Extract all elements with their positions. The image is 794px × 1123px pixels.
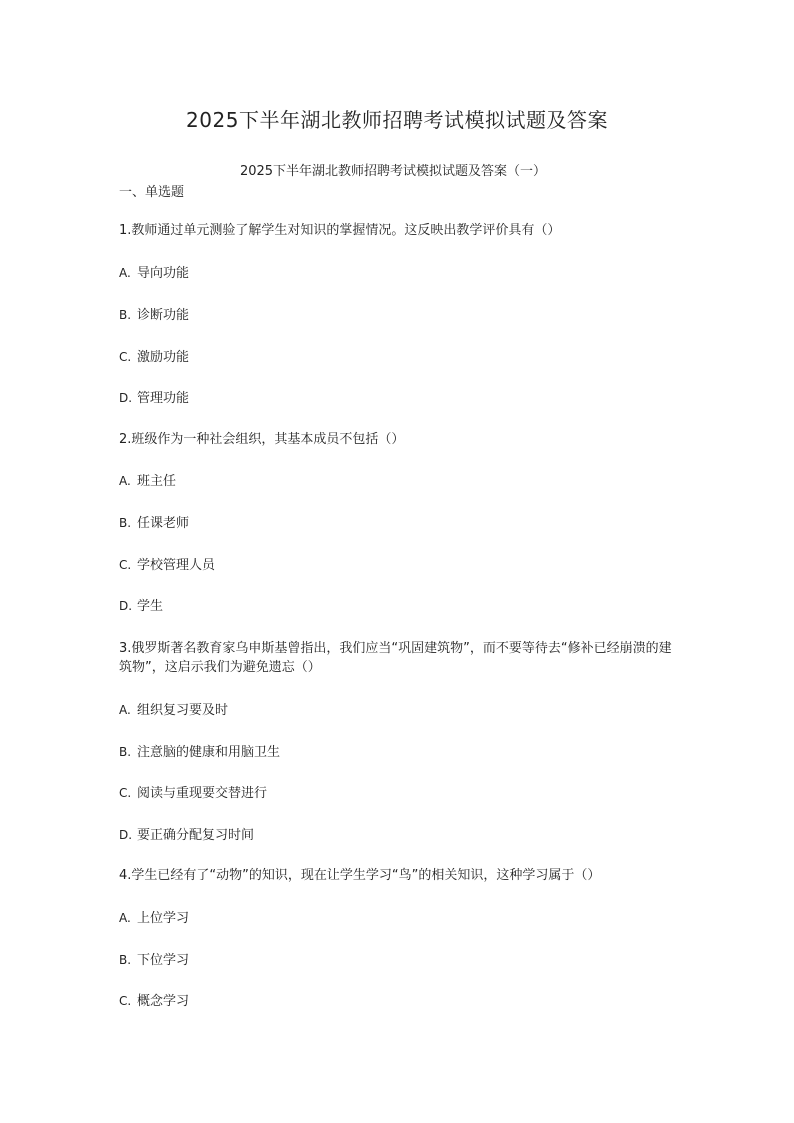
option-letter: C. <box>119 994 132 1008</box>
option-letter: A. <box>119 911 131 925</box>
question-stem: 2.班级作为一种社会组织，其基本成员不包括（） <box>119 432 405 447</box>
answer-option <box>119 992 189 1011</box>
option-letter: D. <box>119 599 133 613</box>
answer-option <box>119 389 189 408</box>
answer-option <box>119 556 215 575</box>
option-letter: A. <box>119 266 131 280</box>
question-stem: 4.学生已经有了“动物”的知识，现在让学生学习“鸟”的相关知识，这种学习属于（） <box>119 868 601 883</box>
option-text: 上位学习 <box>137 911 190 926</box>
option-text: 激励功能 <box>137 350 190 365</box>
answer-option <box>119 348 189 367</box>
option-letter: C. <box>119 786 132 800</box>
option-text: 学校管理人员 <box>137 558 216 573</box>
option-text: 阅读与重现要交替进行 <box>137 786 268 801</box>
option-text: 要正确分配复习时间 <box>137 828 255 843</box>
option-letter: B. <box>119 516 132 530</box>
document-title: 2025下半年湖北教师招聘考试模拟试题及答案 <box>186 108 608 132</box>
section-heading: 一、单选题 <box>119 185 185 200</box>
option-letter: A. <box>119 703 131 717</box>
answer-option <box>119 743 280 762</box>
answer-option <box>119 264 189 283</box>
option-text: 下位学习 <box>137 953 190 968</box>
option-letter: C. <box>119 558 132 572</box>
option-letter: D. <box>119 391 133 405</box>
answer-option <box>119 909 189 928</box>
option-letter: B. <box>119 953 132 967</box>
option-text: 注意脑的健康和用脑卫生 <box>137 745 281 760</box>
option-letter: D. <box>119 828 133 842</box>
answer-option <box>119 472 176 491</box>
option-text: 管理功能 <box>137 391 190 406</box>
option-text: 学生 <box>137 599 164 614</box>
option-text: 导向功能 <box>137 266 190 281</box>
option-letter: C. <box>119 350 132 364</box>
option-text: 组织复习要及时 <box>137 703 229 718</box>
answer-option <box>119 306 189 325</box>
answer-option <box>119 951 189 970</box>
option-letter: B. <box>119 308 132 322</box>
option-letter: A. <box>119 474 131 488</box>
answer-option <box>119 784 267 803</box>
option-text: 任课老师 <box>137 516 190 531</box>
answer-option <box>119 826 254 845</box>
option-text: 概念学习 <box>137 994 190 1009</box>
answer-option <box>119 701 228 720</box>
option-text: 班主任 <box>137 474 177 489</box>
answer-option <box>119 514 189 533</box>
answer-option <box>119 597 163 616</box>
question-stem: 3.俄罗斯著名教育家乌申斯基曾指出，我们应当“巩固建筑物”，而不要等待去“修补已经崩溃的建筑物”，这启示我们为避免遗忘（） <box>119 641 672 675</box>
option-letter: B. <box>119 745 132 759</box>
question-stem: 1.教师通过单元测验了解学生对知识的掌握情况。这反映出教学评价具有（） <box>119 223 561 238</box>
document-subtitle: 2025下半年湖北教师招聘考试模拟试题及答案（一） <box>239 164 547 179</box>
option-text: 诊断功能 <box>137 308 190 323</box>
